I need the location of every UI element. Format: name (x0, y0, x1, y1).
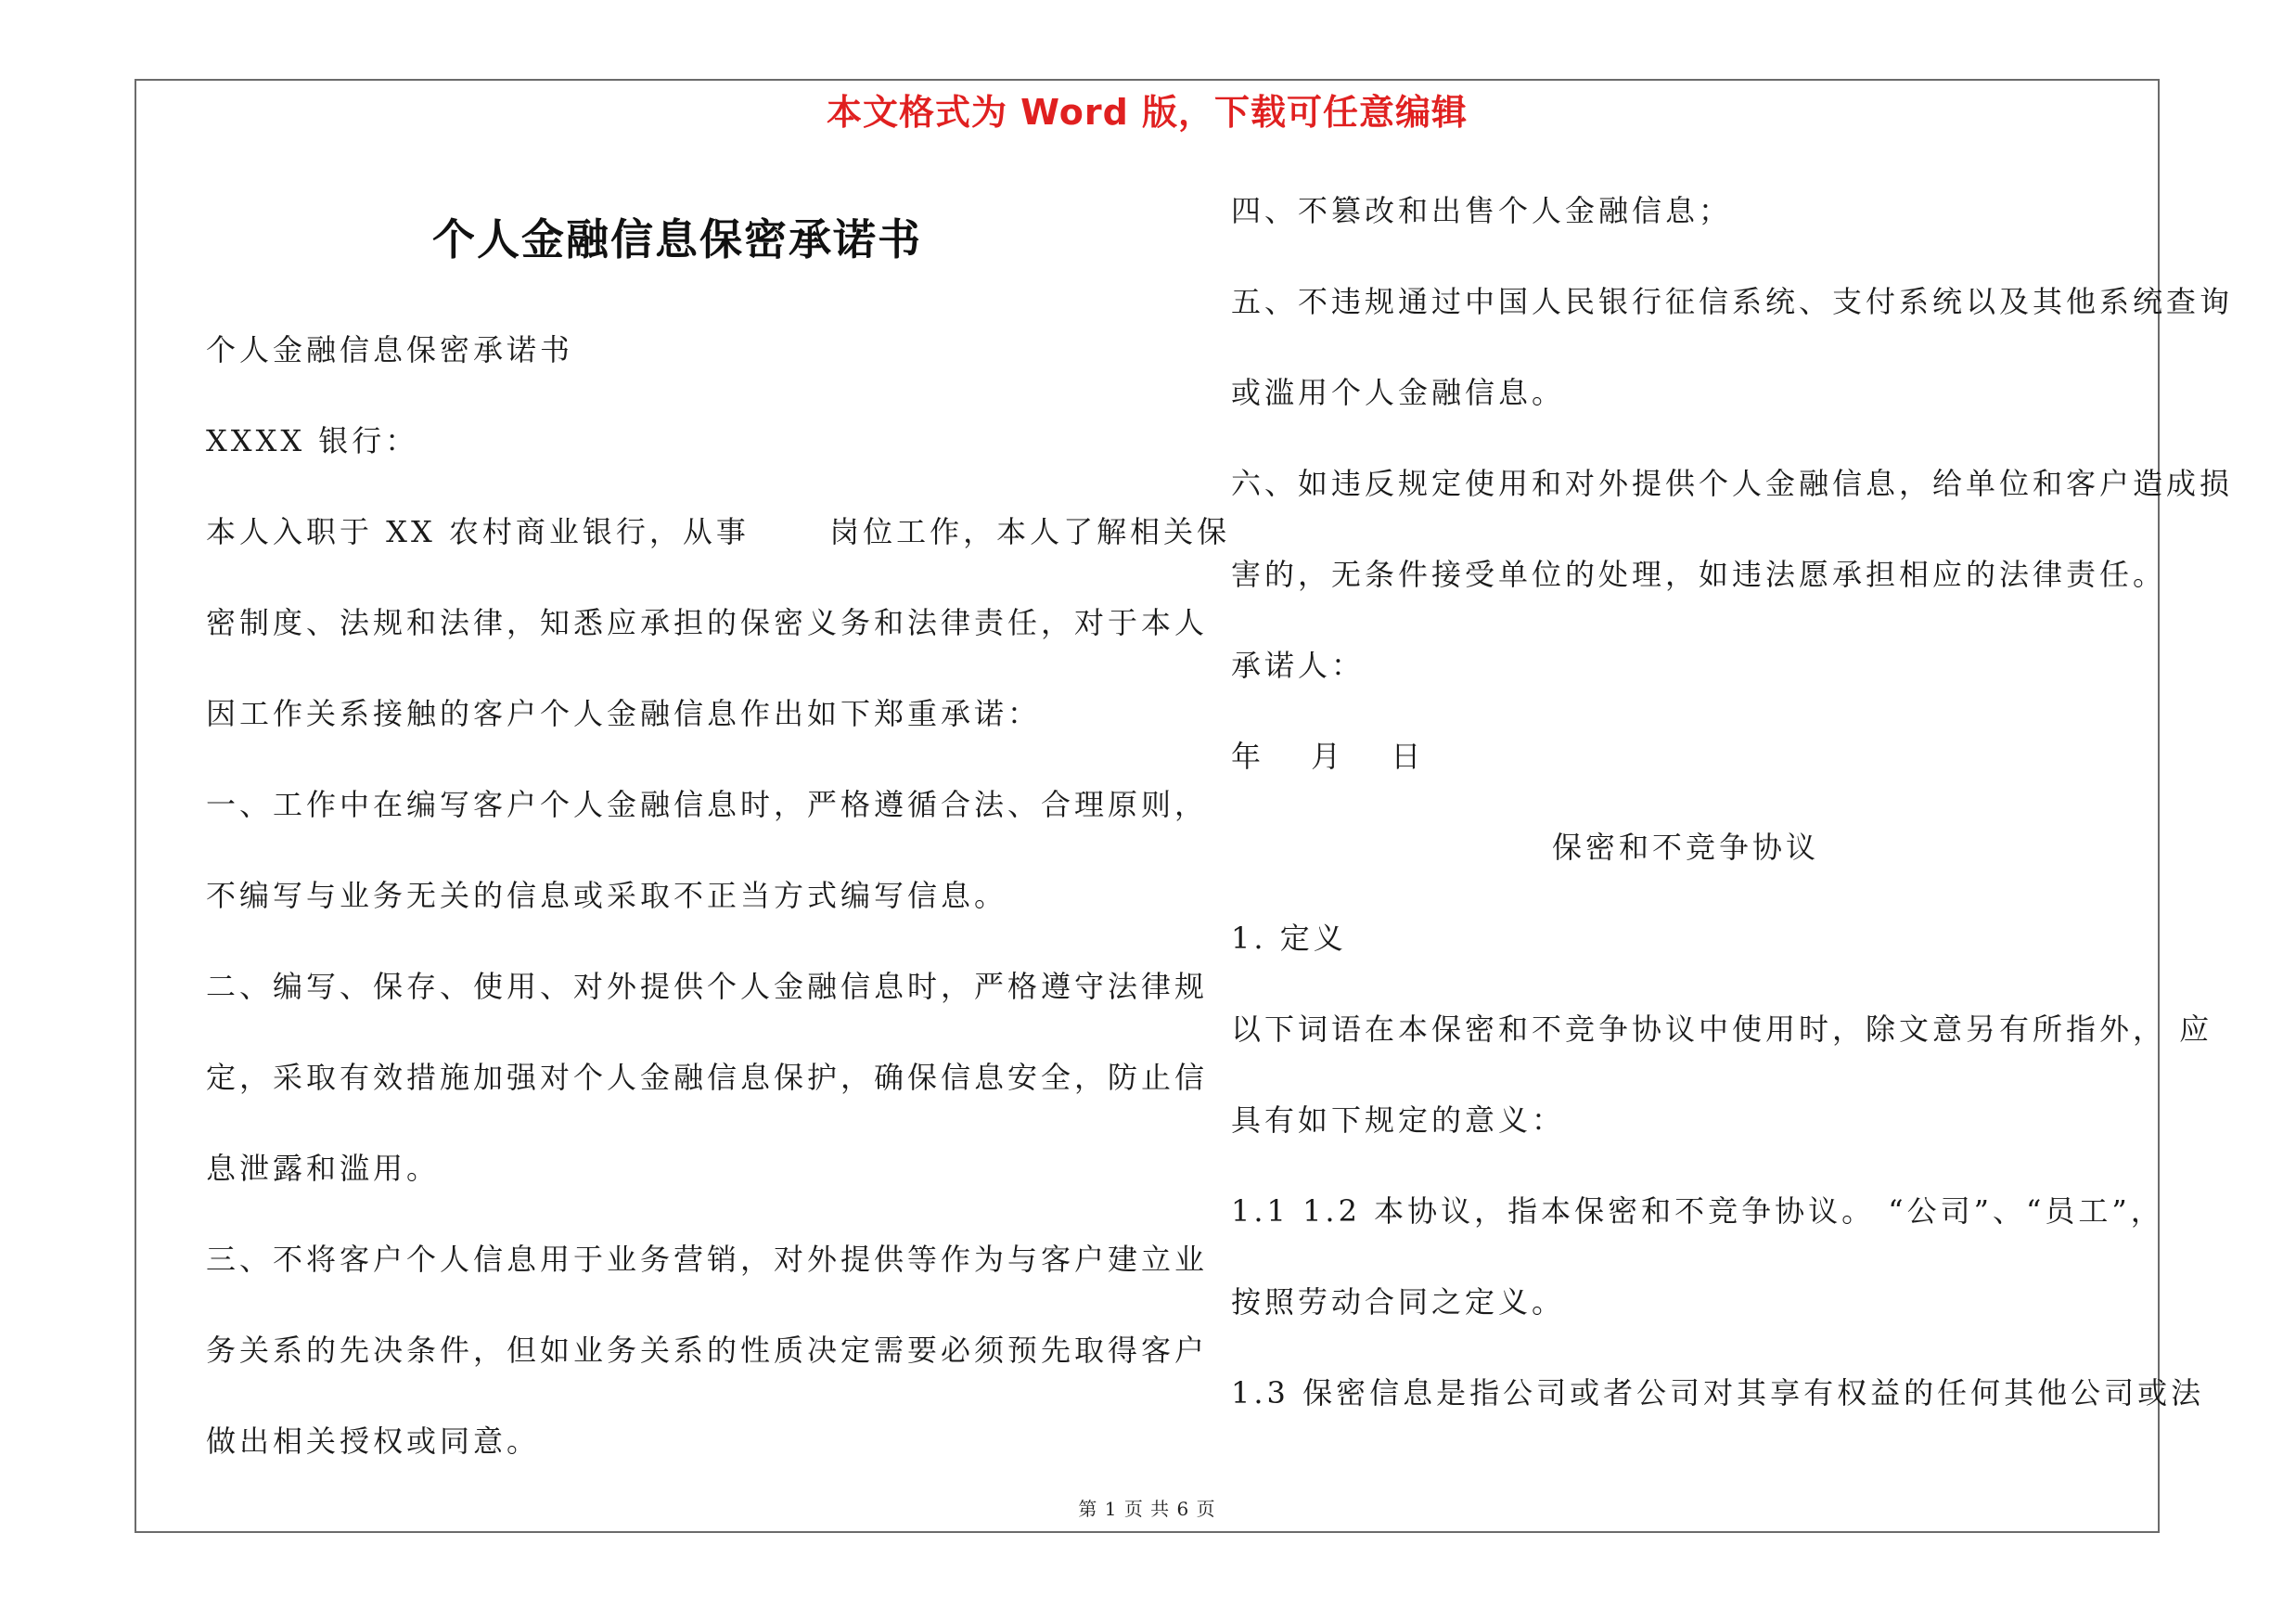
left-line: 本人入职于 XX 农村商业银行，从事 岗位工作，本人了解相关保 (206, 514, 1231, 549)
right-line: 或滥用个人金融信息。 (1231, 375, 1566, 410)
right-line: 害的，无条件接受单位的处理，如违法愿承担相应的法律责任。 (1231, 557, 2167, 592)
right-line: 五、不违规通过中国人民银行征信系统、支付系统以及其他系统查询 (1231, 284, 2234, 319)
left-column (206, 304, 1231, 1487)
left-line: XXXX 银行： (206, 423, 419, 458)
right-line: 按照劳动合同之定义。 (1231, 1284, 1566, 1320)
left-line: 不编写与业务无关的信息或采取不正当方式编写信息。 (206, 878, 1008, 913)
left-line: 二、编写、保存、使用、对外提供个人金融信息时，严格遵守法律规 (206, 969, 1209, 1004)
right-line: 1.3 保密信息是指公司或者公司对其享有权益的任何其他公司或法 (1231, 1375, 2205, 1410)
signer-label: 承诺人： (1231, 648, 1366, 683)
format-banner: 本文格式为 Word 版，下载可任意编辑 (826, 92, 1469, 133)
left-line: 一、工作中在编写客户个人金融信息时，严格遵循合法、合理原则， (206, 787, 1209, 822)
left-line: 做出相关授权或同意。 (206, 1423, 541, 1459)
right-line: 具有如下规定的意义： (1231, 1102, 1566, 1138)
page-number: 第 1 页 共 6 页 (1078, 1498, 1216, 1520)
left-line: 因工作关系接触的客户个人金融信息作出如下郑重承诺： (206, 696, 1042, 731)
right-line: 四、不篡改和出售个人金融信息； (1231, 193, 1733, 228)
right-line: 以下词语在本保密和不竞争协议中使用时，除文意另有所指外， 应 (1231, 1011, 2213, 1047)
date-line: 年 月 日 (1231, 739, 1425, 774)
right-line: 1. 定义 (1231, 921, 1347, 956)
right-column (1231, 165, 2234, 1438)
right-line: 六、如违反规定使用和对外提供个人金融信息，给单位和客户造成损 (1231, 466, 2234, 501)
left-line: 个人金融信息保密承诺书 (206, 332, 574, 367)
document-title: 个人金融信息保密承诺书 (432, 214, 922, 264)
left-line: 密制度、法规和法律，知悉应承担的保密义务和法律责任，对于本人 (206, 605, 1209, 640)
left-line: 务关系的先决条件，但如业务关系的性质决定需要必须预先取得客户 (206, 1333, 1209, 1368)
agreement-heading: 保密和不竞争协议 (1551, 830, 1819, 865)
right-line: 1.1 1.2 本协议，指本保密和不竞争协议。 “公司”、“员工”， (1231, 1193, 2164, 1229)
left-line: 三、不将客户个人信息用于业务营销，对外提供等作为与客户建立业 (206, 1242, 1209, 1277)
left-line: 息泄露和滥用。 (206, 1151, 441, 1186)
left-line: 定，采取有效措施加强对个人金融信息保护，确保信息安全，防止信 (206, 1060, 1209, 1095)
